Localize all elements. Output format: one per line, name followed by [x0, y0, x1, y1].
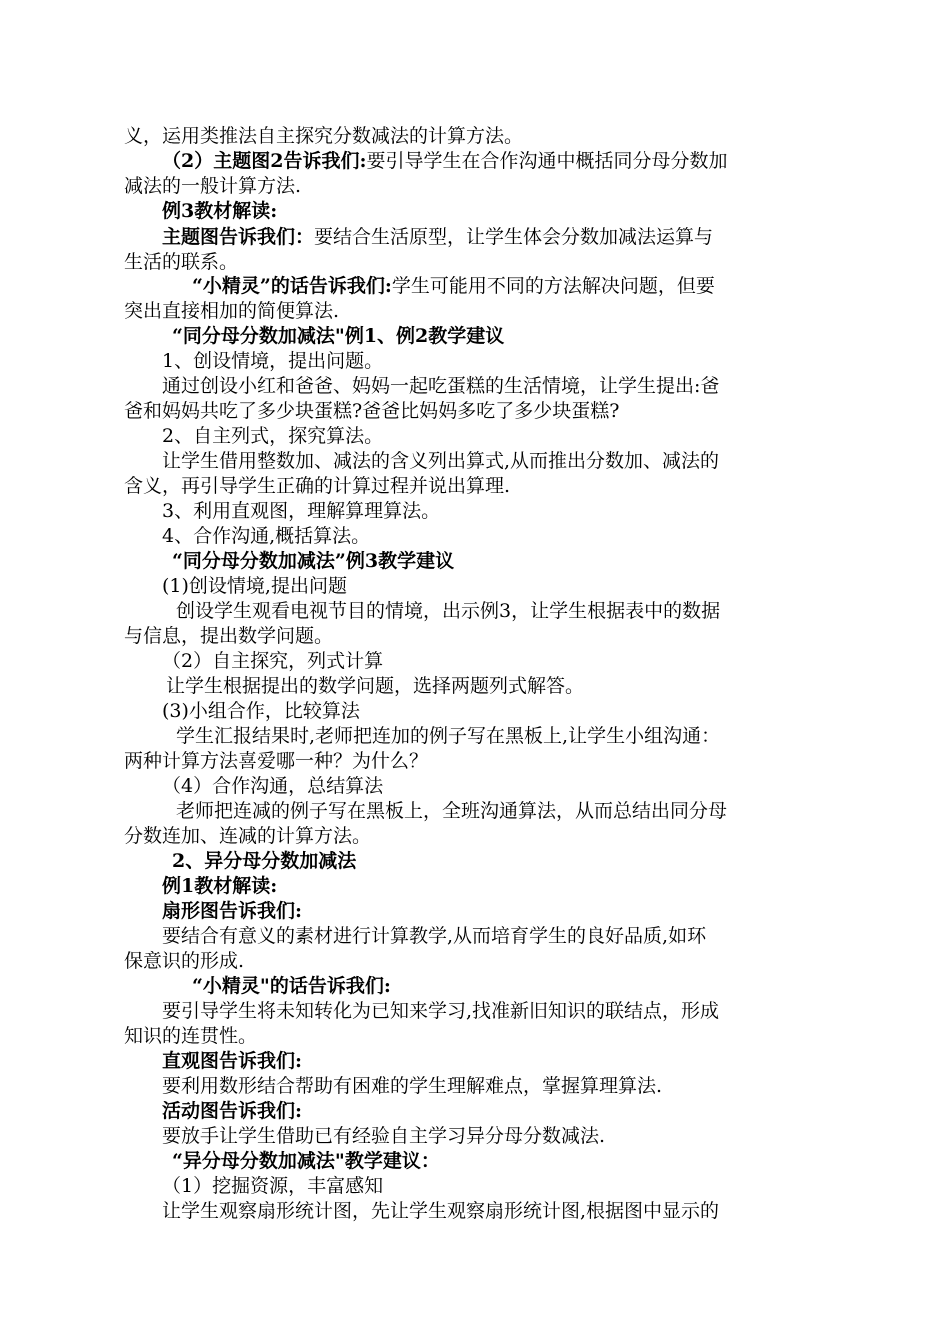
line-text: 两种计算方法喜爱哪一种？为什么？ [124, 750, 429, 772]
line-text: 含义，再引导学生正确的计算过程并说出算理. [124, 475, 511, 497]
line-text: 生活的联系。 [124, 251, 239, 273]
line-heading: 例3教材解读: [162, 200, 278, 222]
line-heading: “小精灵"的话告诉我们: [192, 975, 391, 997]
line-text: 要放手让学生借助已有经验自主学习异分母分数减法. [162, 1125, 606, 1147]
text-line [162, 449, 719, 473]
text-line [162, 374, 719, 398]
line-text: 要引导学生将未知转化为已知来学习,找准新旧知识的联结点，形成 [162, 1000, 720, 1022]
text-line [166, 674, 584, 698]
line-text: 保意识的形成. [124, 950, 245, 972]
line-text: 让学生观察扇形统计图，先让学生观察扇形统计图,根据图中显示的 [162, 1200, 720, 1222]
text-line [162, 774, 383, 798]
line-text: （4）合作沟通，总结算法 [162, 775, 384, 797]
line-heading: “同分母分数加减法"例1、例2教学建议 [172, 325, 505, 347]
line-text: 要结合有意义的素材进行计算教学,从而培育学生的良好品质,如环 [162, 925, 707, 947]
text-line [162, 499, 440, 523]
text-line [124, 399, 619, 423]
line-text: 要结合生活原型，让学生体会分数加减法运算与 [314, 226, 714, 248]
line-heading: 例1教材解读: [162, 875, 278, 897]
line-text: (3)小组合作，比较算法 [162, 700, 360, 722]
line-text: 老师把连减的例子写在黑板上，全班沟通算法，从而总结出同分母 [176, 800, 728, 822]
text-line [162, 574, 347, 598]
text-line [192, 274, 715, 298]
text-line [124, 824, 371, 848]
line-text: 要利用数形结合帮助有困难的学生理解难点，掌握算理算法. [162, 1075, 663, 1097]
line-text: 2、自主列式，探究算法。 [162, 425, 384, 447]
text-line [176, 799, 727, 823]
line-heading: 2、异分母分数加减法 [172, 850, 357, 872]
line-text: 1、创设情境，提出问题。 [162, 350, 384, 372]
text-line [124, 474, 510, 498]
line-text: （1）挖掘资源，丰富感知 [162, 1175, 384, 1197]
text-line [162, 1074, 662, 1098]
text-line [162, 424, 383, 448]
line-heading: 活动图告诉我们: [162, 1100, 303, 1122]
line-text: 减法的一般计算方法. [124, 175, 302, 197]
line-text: 分数连加、连减的计算方法。 [124, 825, 372, 847]
text-line [172, 1149, 440, 1173]
text-line [124, 299, 339, 323]
line-heading: 直观图告诉我们: [162, 1050, 303, 1072]
text-line [162, 149, 727, 173]
text-line [176, 599, 720, 623]
line-heading: （2）主题图2告诉我们: [162, 150, 367, 172]
text-line [162, 874, 277, 898]
text-line [162, 1174, 383, 1198]
text-line [162, 225, 713, 249]
line-text: 义，运用类推法自主探究分数减法的计算方法。 [124, 125, 524, 147]
text-line [124, 250, 238, 274]
text-line [162, 899, 302, 923]
text-line [124, 174, 301, 198]
text-line [124, 624, 333, 648]
line-text: 3、利用直观图，理解算理算法。 [162, 500, 441, 522]
line-text: 让学生借用整数加、减法的含义列出算式,从而推出分数加、减法的 [162, 450, 720, 472]
line-text: （2）自主探究，列式计算 [162, 650, 384, 672]
text-line [162, 699, 360, 723]
line-text: 知识的连贯性。 [124, 1025, 258, 1047]
text-line [162, 924, 706, 948]
text-line [176, 724, 720, 748]
text-line [124, 749, 428, 773]
line-text: 爸和妈妈共吃了多少块蛋糕?爸爸比妈妈多吃了多少块蛋糕? [124, 400, 620, 422]
text-line [124, 1024, 257, 1048]
line-text: (1)创设情境,提出问题 [162, 575, 347, 597]
text-line [162, 1049, 302, 1073]
text-line [172, 549, 454, 573]
line-text: 创设学生观看电视节目的情境，出示例3，让学生根据表中的数据 [176, 600, 721, 622]
line-heading: 扇形图告诉我们: [162, 900, 303, 922]
line-text: 突出直接相加的简便算法. [124, 300, 340, 322]
text-line [162, 1199, 719, 1223]
line-text: 与信息，提出数学问题。 [124, 625, 334, 647]
text-line [162, 199, 277, 223]
text-line [162, 1099, 302, 1123]
text-line [172, 324, 504, 348]
text-line [162, 1124, 605, 1148]
text-line [162, 524, 370, 548]
text-line [192, 974, 391, 998]
line-heading: “小精灵”的话告诉我们: [192, 275, 392, 297]
text-line [162, 349, 383, 373]
line-text: 要引导学生在合作沟通中概括同分母分数加 [366, 150, 728, 172]
line-text: 学生可能用不同的方法解决问题，但要 [391, 275, 715, 297]
text-line [162, 649, 383, 673]
line-text: 通过创设小红和爸爸、妈妈一起吃蛋糕的生活情境，让学生提出:爸 [162, 375, 720, 397]
text-line [162, 999, 719, 1023]
line-heading: 主题图告诉我们： [162, 226, 315, 248]
line-text: 学生汇报结果时,老师把连加的例子写在黑板上,让学生小组沟通： [176, 725, 721, 747]
text-line [124, 124, 523, 148]
text-line [172, 849, 356, 873]
line-text: 4、合作沟通,概括算法。 [162, 525, 371, 547]
line-text: 让学生根据提出的数学问题，选择两题列式解答。 [166, 675, 585, 697]
text-line [124, 949, 244, 973]
line-heading: “异分母分数加减法"教学建议： [172, 1150, 440, 1172]
line-heading: “同分母分数加减法”例3教学建议 [172, 550, 455, 572]
